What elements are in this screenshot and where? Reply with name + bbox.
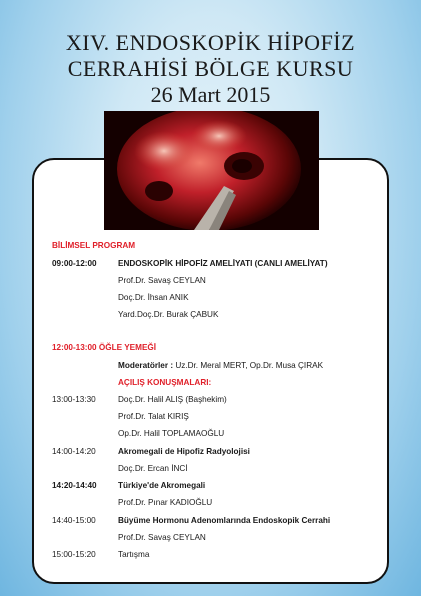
talk-title: Türkiye'de Akromegali: [118, 481, 206, 490]
talk-title: Akromegali de Hipofiz Radyolojisi: [118, 447, 250, 456]
moderators-label: Moderatörler :: [118, 361, 174, 370]
talk-title: Büyüme Hormonu Adenomlarında Endoskopik Cerrahi: [118, 516, 331, 525]
course-title-line2: CERRAHİSİ BÖLGE KURSU: [67, 56, 354, 81]
talk-speaker: Doç.Dr. Ercan İNCİ: [118, 464, 188, 473]
session1-speaker: Doç.Dr. İhsan ANIK: [118, 293, 189, 302]
talk-speaker: Prof.Dr. Pınar KADIOĞLU: [118, 498, 213, 507]
opening-speaker: Doç.Dr. Halil ALIŞ (Başhekim): [118, 395, 227, 404]
session1-time: 09:00-12:00: [52, 259, 97, 268]
talk-time: 14:00-14:20: [52, 447, 96, 456]
lunch-break: 12:00-13:00 ÖĞLE YEMEĞİ: [52, 343, 157, 352]
talk-time: 14:40-15:00: [52, 516, 96, 525]
session1-title: ENDOSKOPİK HİPOFİZ AMELİYATI (CANLI AMELİYAT): [118, 259, 328, 268]
session1-speaker: Yard.Doç.Dr. Burak ÇABUK: [118, 310, 219, 319]
endoscopic-surgery-photo: [104, 111, 319, 230]
moderators-names: Uz.Dr. Meral MERT, Op.Dr. Musa ÇIRAK: [175, 361, 324, 370]
program-heading: BİLİMSEL PROGRAM: [52, 241, 136, 250]
opening-heading: AÇILIŞ KONUŞMALARI:: [118, 378, 212, 387]
course-title-line1: XIV. ENDOSKOPİK HİPOFİZ: [65, 30, 356, 55]
talk-time: 14:20-14:40: [52, 481, 97, 490]
endoscopic-image: [104, 111, 319, 230]
session1-speaker: Prof.Dr. Savaş CEYLAN: [118, 276, 206, 285]
course-date: 26 Mart 2015: [150, 82, 271, 107]
discussion-title: Tartışma: [118, 550, 150, 559]
opening-time: 13:00-13:30: [52, 395, 96, 404]
discussion-time: 15:00-15:20: [52, 550, 96, 559]
talk-speaker: Prof.Dr. Savaş CEYLAN: [118, 533, 206, 542]
moderators-line: [118, 360, 323, 371]
opening-speaker: Op.Dr. Halil TOPLAMAOĞLU: [118, 429, 225, 438]
opening-speaker: Prof.Dr. Talat KIRIŞ: [118, 412, 189, 421]
